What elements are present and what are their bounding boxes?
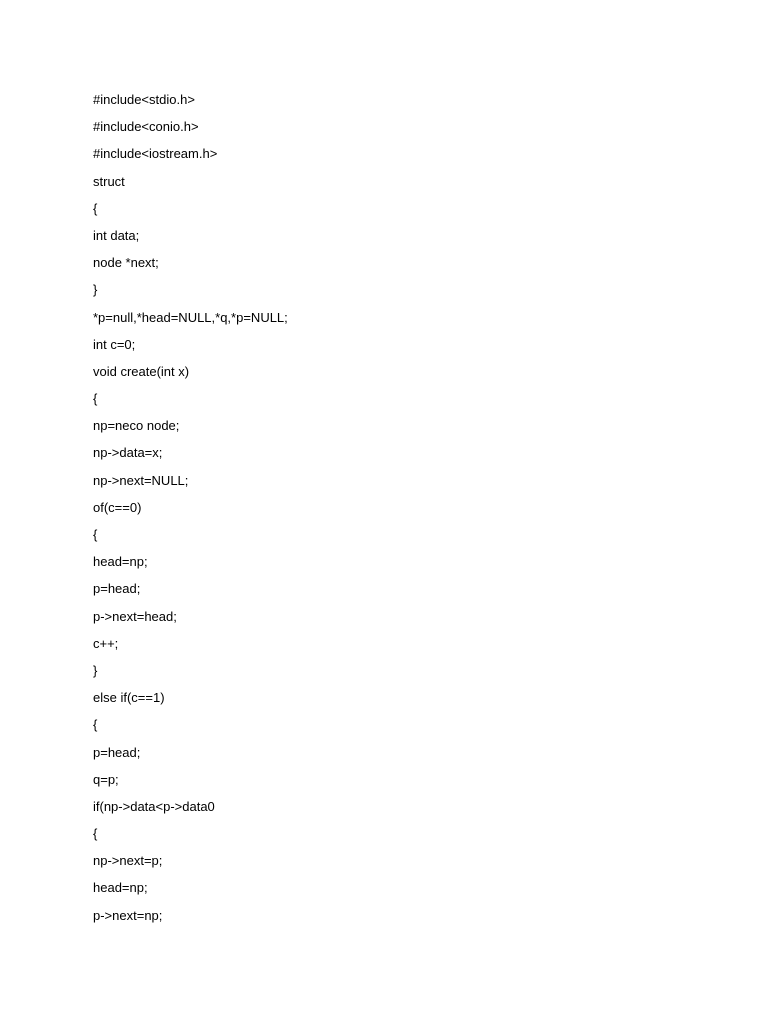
code-line: head=np;	[93, 554, 148, 570]
code-line: struct	[93, 173, 125, 189]
code-line: {	[93, 200, 98, 216]
code-line: {	[93, 826, 98, 842]
code-line: #include<iostream.h>	[93, 146, 218, 162]
code-line: {	[93, 527, 98, 542]
code-line: p=head;	[93, 581, 141, 597]
code-line: node *next;	[93, 255, 159, 271]
code-line: {	[93, 391, 98, 407]
code-line: if(np->data<p->data0	[93, 798, 215, 814]
code-line: q=p;	[93, 771, 119, 787]
code-line: p->next=np;	[93, 907, 163, 923]
code-line: np->next=NULL;	[93, 472, 189, 488]
code-line: }	[93, 662, 98, 678]
code-line: c++;	[93, 635, 119, 651]
code-line: int data;	[93, 227, 140, 243]
code-line: #include<stdio.h>	[93, 92, 195, 107]
code-line: np->next=p;	[93, 853, 163, 869]
code-line: }	[93, 282, 98, 298]
code-line: np=neco node;	[93, 418, 180, 434]
code-line: p=head;	[93, 744, 141, 760]
code-line: #include<conio.h>	[93, 119, 199, 135]
code-line: of(c==0)	[93, 499, 142, 515]
code-line: np->data=x;	[93, 445, 163, 461]
code-line: {	[93, 717, 98, 733]
code-line: p->next=head;	[93, 608, 177, 624]
code-line: head=np;	[93, 880, 148, 896]
code-line: else if(c==1)	[93, 690, 165, 706]
code-listing	[93, 86, 288, 929]
code-line: int c=0;	[93, 336, 136, 352]
code-line: *p=null,*head=NULL,*q,*p=NULL;	[93, 309, 288, 325]
code-line: void create(int x)	[93, 363, 190, 379]
